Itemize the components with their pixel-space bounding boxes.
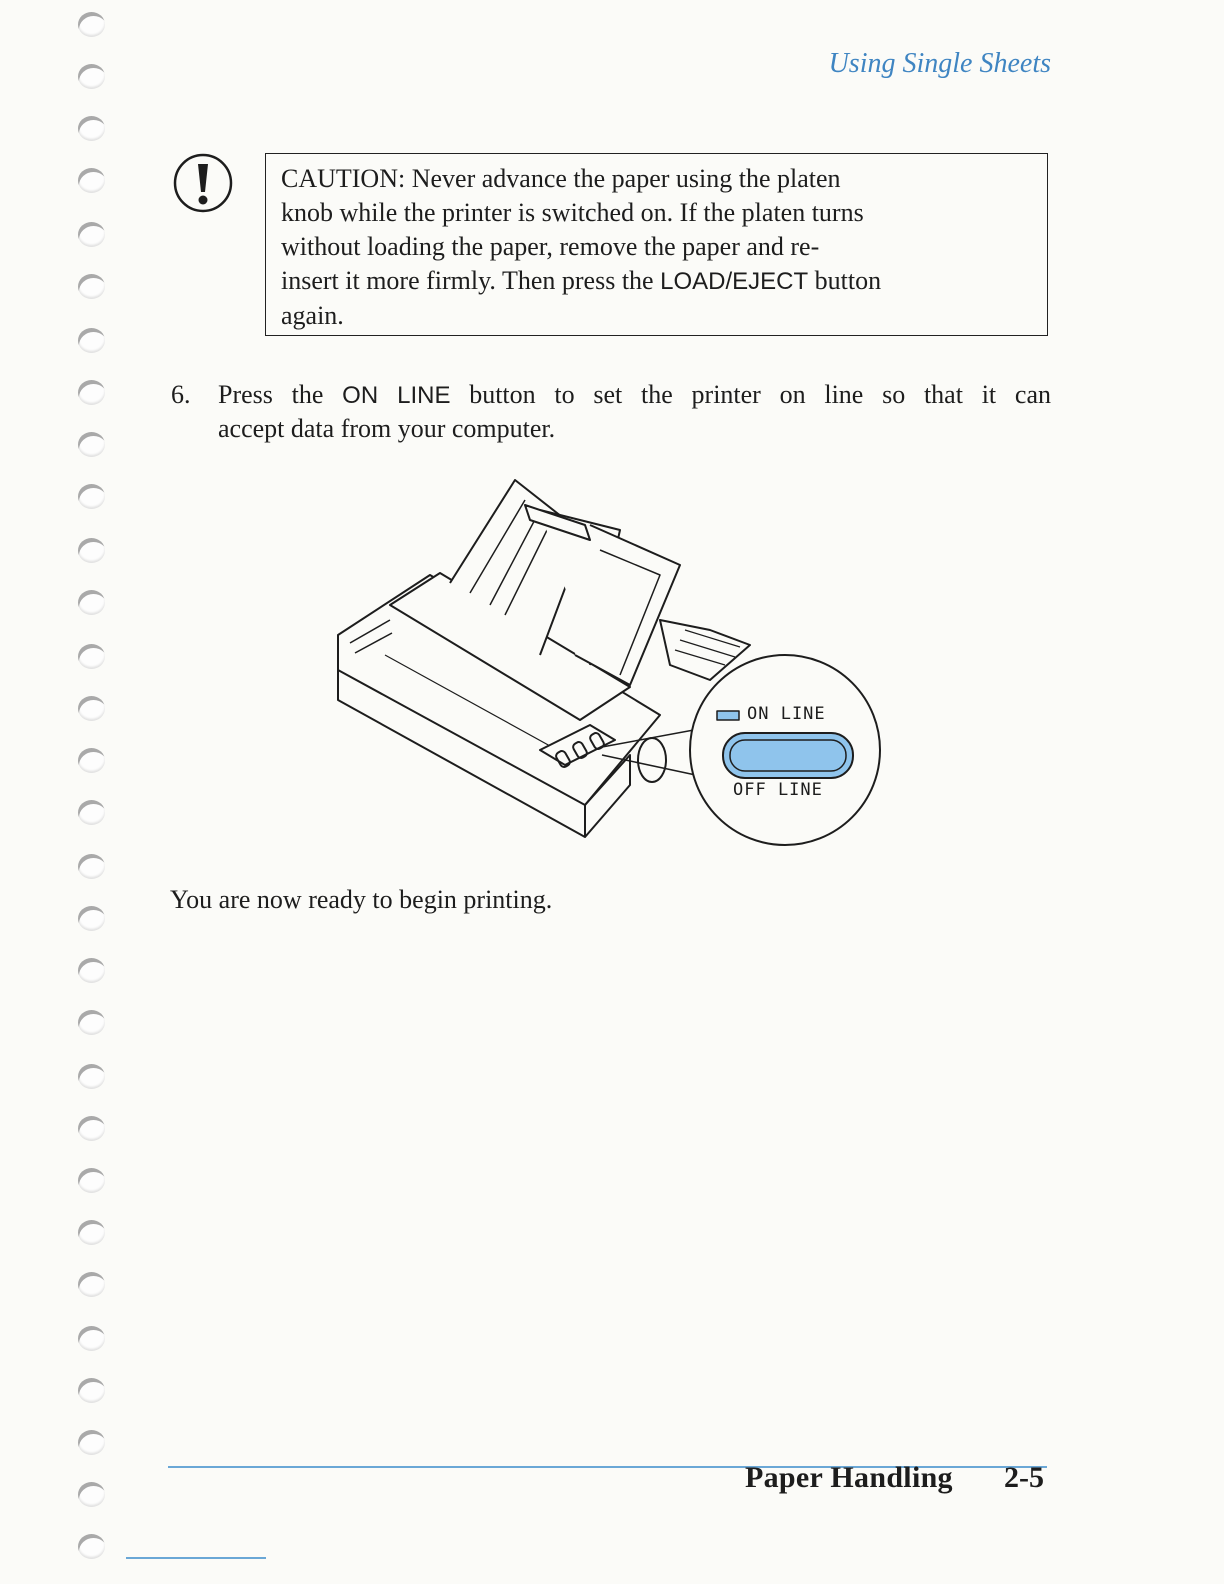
binding-hole [78, 168, 105, 193]
caution-line [281, 162, 1033, 196]
binding-hole [78, 854, 105, 879]
binding-hole [78, 1116, 105, 1141]
binding-hole [78, 1272, 105, 1297]
exclamation-circle-icon [172, 152, 234, 214]
step-text-part: Press the [218, 380, 343, 409]
binding-hole [78, 644, 105, 669]
caution-line: knob while the printer is switched on. If the platen turns [281, 198, 864, 227]
caution-line: without loading the paper, remove the paper and re- [281, 232, 820, 261]
binding-hole [78, 1430, 105, 1455]
binding-hole [78, 1220, 105, 1245]
binding-hole [78, 12, 105, 37]
spiral-binding [74, 0, 114, 1584]
step-text-part: button to set the printer on line so that it can [450, 380, 1051, 409]
binding-hole [78, 800, 105, 825]
step-text [218, 378, 1051, 413]
binding-hole [78, 1534, 105, 1559]
step-number: 6. [171, 380, 191, 409]
binding-hole [78, 1010, 105, 1035]
page-number: 2-5 [1004, 1461, 1044, 1494]
binding-hole [78, 958, 105, 983]
caution-text: Never advance the paper using the platen [405, 164, 841, 193]
binding-hole [78, 1378, 105, 1403]
caution-line: again. [281, 301, 344, 330]
binding-hole [78, 1064, 105, 1089]
binding-hole [78, 748, 105, 773]
caution-line [281, 264, 1033, 299]
binding-hole [78, 222, 105, 247]
binding-hole [78, 432, 105, 457]
binding-hole [78, 328, 105, 353]
on-line-code: ON LINE [342, 382, 451, 409]
caution-text: insert it more firmly. Then press the [281, 266, 661, 295]
body-text: You are now ready to begin printing. [170, 885, 553, 914]
caution-box [265, 153, 1048, 336]
binding-hole [78, 1168, 105, 1193]
load-eject-code: LOAD/EJECT [660, 268, 809, 295]
section-title: Using Single Sheets [828, 48, 1051, 79]
binding-hole [78, 116, 105, 141]
step-text-line2: accept data from your computer. [218, 414, 556, 443]
caution-text: button [808, 266, 882, 295]
binding-hole [78, 1326, 105, 1351]
binding-hole [78, 64, 105, 89]
caution-label: CAUTION: [281, 164, 406, 193]
binding-hole [78, 696, 105, 721]
binding-hole [78, 906, 105, 931]
binding-hole [78, 484, 105, 509]
binding-hole [78, 380, 105, 405]
binding-hole [78, 590, 105, 615]
binding-hole [78, 538, 105, 563]
footer-chapter-title: Paper Handling [745, 1461, 953, 1494]
binding-hole [78, 274, 105, 299]
edge-line [126, 1557, 266, 1559]
off-line-label: OFF LINE [733, 780, 823, 800]
binding-hole [78, 1482, 105, 1507]
on-line-label: ON LINE [747, 704, 826, 724]
